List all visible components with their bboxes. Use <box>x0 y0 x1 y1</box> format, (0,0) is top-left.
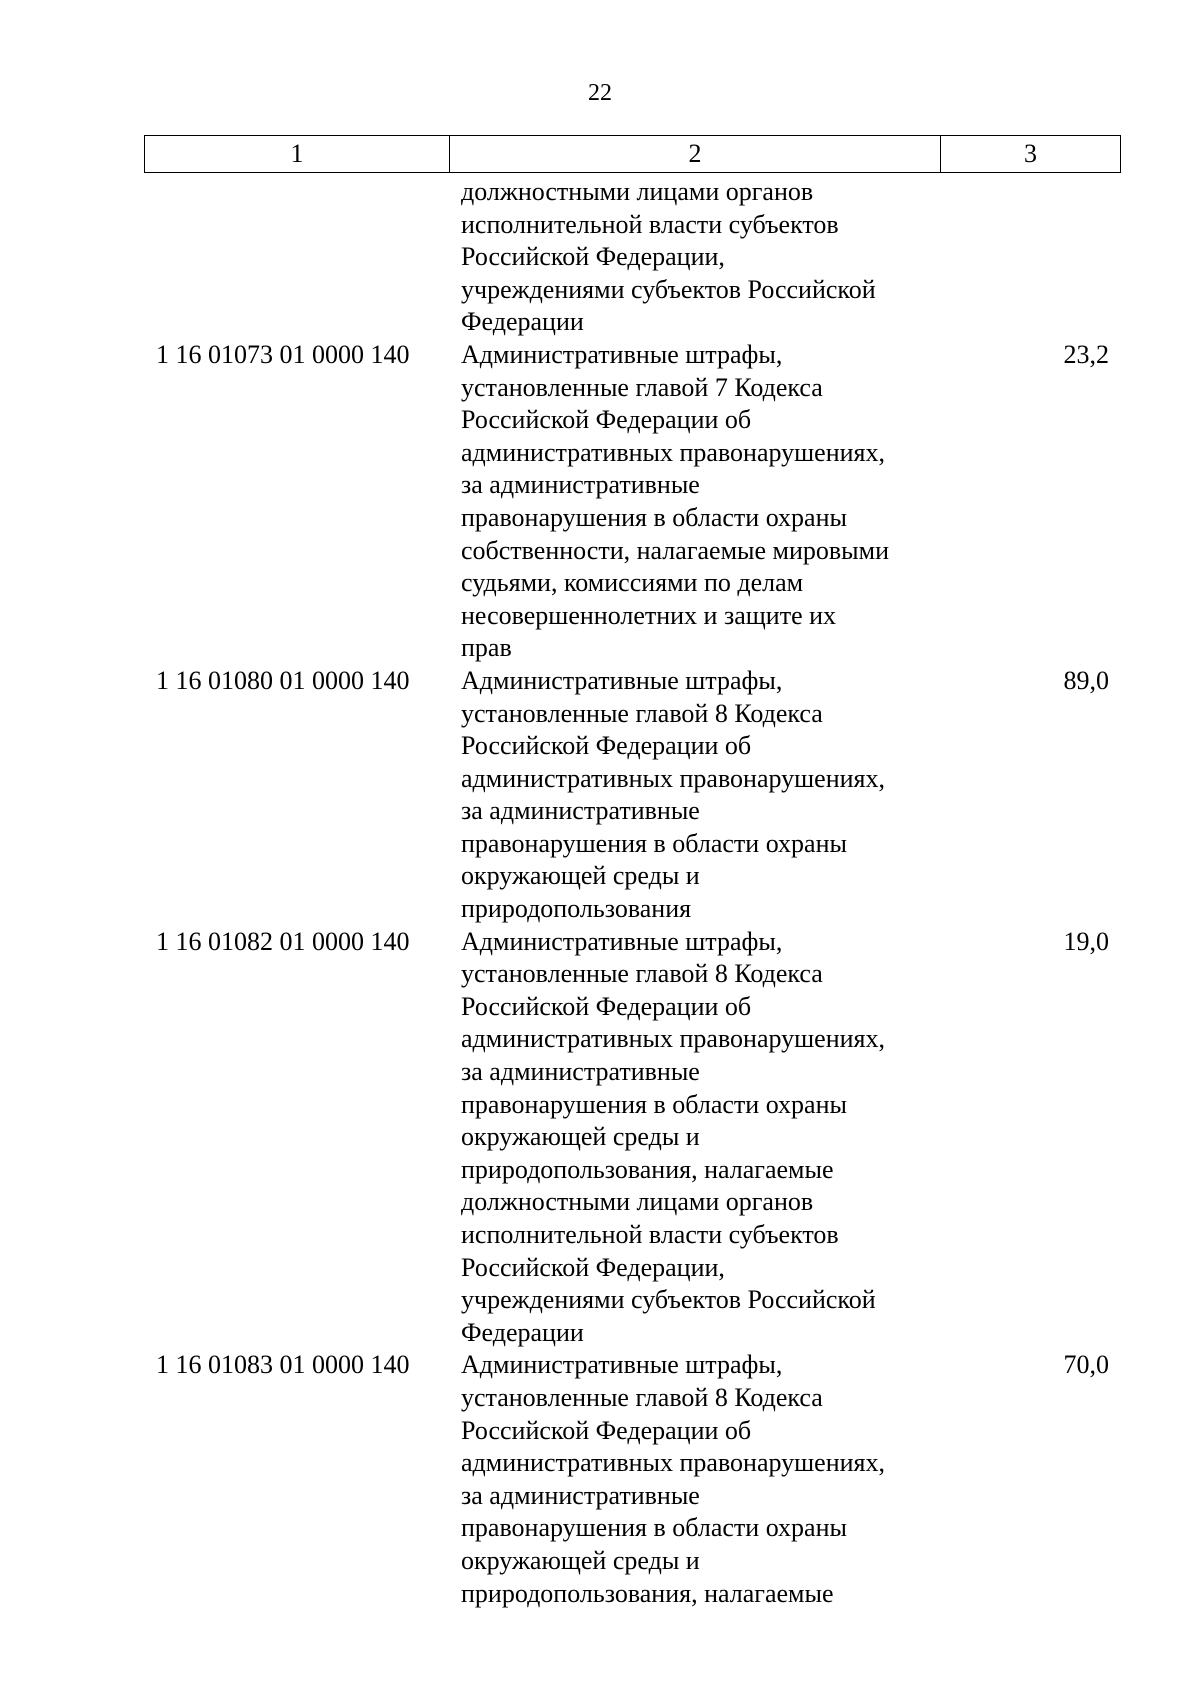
description-line: природопользования, налагаемые <box>461 1154 834 1184</box>
row-code: 1 16 01073 01 0000 140 <box>156 339 410 369</box>
description-line: Российской Федерации об <box>461 991 752 1021</box>
description-line: природопользования <box>461 894 692 924</box>
description-line: правонарушения в области охраны <box>461 828 847 858</box>
row-description <box>461 926 1200 1350</box>
description-line: учреждениями субъектов Российской <box>461 1285 876 1315</box>
description-line: за административные <box>461 796 700 826</box>
description-line: должностными лицами органов <box>461 1187 814 1217</box>
row-code: 1 16 01080 01 0000 140 <box>156 665 410 695</box>
row-description <box>461 1349 1200 1610</box>
row-amount: 89,0 <box>1063 665 1109 695</box>
table-row-continuation <box>0 176 1200 339</box>
table-header-row <box>145 136 1121 173</box>
description-line: учреждениями субъектов Российской <box>461 274 876 304</box>
description-line: окружающей среды и <box>461 861 700 891</box>
description-line: должностными лицами органов <box>461 177 814 206</box>
description-line: Российской Федерации об <box>461 1415 752 1445</box>
description-line: исполнительной власти субъектов <box>461 209 839 239</box>
row-amount: 23,2 <box>1063 339 1109 369</box>
description-line: Административные штрафы, <box>461 926 783 956</box>
description-line: Федерации <box>461 307 584 337</box>
page-number: 22 <box>588 80 612 106</box>
description-line: установленные главой 8 Кодекса <box>461 698 823 728</box>
description-line: Российской Федерации об <box>461 731 752 761</box>
description-line: установленные главой 7 Кодекса <box>461 372 823 402</box>
table-row <box>0 1349 1200 1610</box>
description-line: Российской Федерации, <box>461 1252 725 1282</box>
table-body <box>0 176 1200 1610</box>
header-col-2: 2 <box>450 136 941 173</box>
row-code: 1 16 01082 01 0000 140 <box>156 926 410 956</box>
table-row <box>0 339 1200 665</box>
description-line: Административные штрафы, <box>461 339 783 369</box>
description-line: административных правонарушениях, <box>461 437 885 467</box>
description-line: за административные <box>461 470 700 500</box>
description-line: правонарушения в области охраны <box>461 1089 847 1119</box>
description-line: административных правонарушениях, <box>461 1448 885 1478</box>
row-description <box>461 339 1200 665</box>
description-line: за административные <box>461 1057 700 1087</box>
row-amount: 70,0 <box>1063 1350 1109 1380</box>
row-amount: 19,0 <box>1063 926 1109 956</box>
description-line: собственности, налагаемые мировыми <box>461 535 890 565</box>
row-code: 1 16 01083 01 0000 140 <box>156 1350 410 1380</box>
description-line: Административные штрафы, <box>461 1350 783 1380</box>
description-line: правонарушения в области охраны <box>461 502 847 532</box>
description-line: правонарушения в области охраны <box>461 1513 847 1543</box>
header-col-3: 3 <box>941 136 1121 173</box>
description-line: прав <box>461 633 512 663</box>
description-line: окружающей среды и <box>461 1122 700 1152</box>
description-line: судьями, комиссиями по делам <box>461 568 804 598</box>
description-line: административных правонарушениях, <box>461 1024 885 1054</box>
description-line: установленные главой 8 Кодекса <box>461 959 823 989</box>
description-line: природопользования, налагаемые <box>461 1578 834 1608</box>
description-line: окружающей среды и <box>461 1545 700 1575</box>
description-line: Российской Федерации, <box>461 242 725 272</box>
description-line: административных правонарушениях, <box>461 763 885 793</box>
description-line: Федерации <box>461 1317 584 1347</box>
description-line: несовершеннолетних и защите их <box>461 600 837 630</box>
row-description <box>461 665 1200 926</box>
description-line: Административные штрафы, <box>461 665 783 695</box>
description-line: установленные главой 8 Кодекса <box>461 1382 823 1412</box>
description-line: за административные <box>461 1480 700 1510</box>
table-row <box>0 665 1200 926</box>
header-col-1: 1 <box>145 136 450 173</box>
table-header <box>144 135 1121 173</box>
description-line: Российской Федерации об <box>461 405 752 435</box>
row-description <box>461 176 1200 339</box>
table-row <box>0 926 1200 1350</box>
description-line: исполнительной власти субъектов <box>461 1220 839 1249</box>
